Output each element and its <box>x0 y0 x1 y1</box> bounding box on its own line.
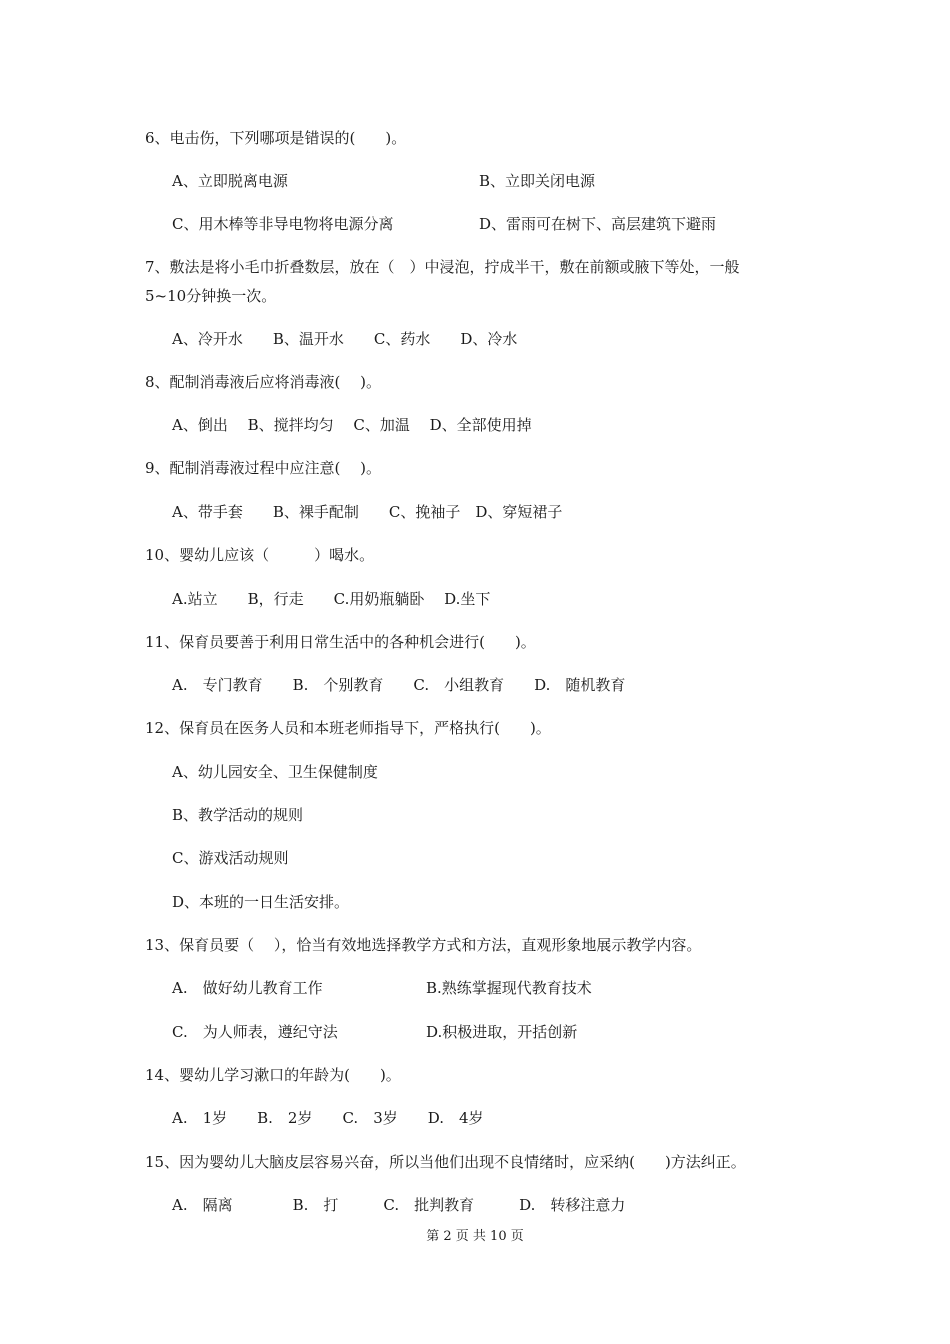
question-15-options: A. 隔离 B. 打 C. 批判教育 D. 转移注意力 <box>172 1196 626 1214</box>
question-12-stem: 12、保育员在医务人员和本班老师指导下，严格执行( )。 <box>145 719 551 737</box>
question-13-option-a: A. 做好幼儿教育工作 <box>172 979 323 997</box>
question-7-stem-line-1: 7、敷法是将小毛巾折叠数层，放在（ ）中浸泡，拧成半干，敷在前额或腋下等处，一般 <box>145 258 740 276</box>
question-15-stem: 15、因为婴幼儿大脑皮层容易兴奋，所以当他们出现不良情绪时，应采纳( )方法纠正。 <box>145 1153 746 1171</box>
question-10-stem: 10、婴幼儿应该（ ）喝水。 <box>145 546 375 564</box>
question-11-stem: 11、保育员要善于利用日常生活中的各种机会进行( )。 <box>145 633 536 651</box>
question-13-option-d: D.积极进取，开括创新 <box>426 1023 578 1041</box>
question-12-option-b: B、教学活动的规则 <box>172 806 304 824</box>
question-13-option-c: C. 为人师表，遵纪守法 <box>172 1023 338 1041</box>
question-12-option-c: C、游戏活动规则 <box>172 849 289 867</box>
question-14-stem: 14、婴幼儿学习漱口的年龄为( )。 <box>145 1066 401 1084</box>
page-footer: 第 2 页 共 10 页 <box>426 1229 524 1244</box>
question-12-option-a: A、幼儿园安全、卫生保健制度 <box>172 763 378 781</box>
question-6-option-a: A、立即脱离电源 <box>172 172 288 190</box>
question-8-options: A、倒出 B、搅拌均匀 C、加温 D、全部使用掉 <box>172 416 532 434</box>
question-9-stem: 9、配制消毒液过程中应注意( )。 <box>145 459 382 477</box>
question-13-option-b: B.熟练掌握现代教育技术 <box>426 979 592 997</box>
question-12-option-d: D、本班的一日生活安排。 <box>172 893 350 911</box>
question-13-stem: 13、保育员要（ ），恰当有效地选择教学方式和方法，直观形象地展示教学内容。 <box>145 936 702 954</box>
question-11-options: A. 专门教育 B. 个别教育 C. 小组教育 D. 随机教育 <box>172 676 626 694</box>
question-6-option-d: D、雷雨可在树下、高层建筑下避雨 <box>479 215 717 233</box>
question-7-stem-line-2: 5~10分钟换一次。 <box>145 287 277 305</box>
question-8-stem: 8、配制消毒液后应将消毒液( )。 <box>145 373 382 391</box>
question-7-options: A、冷开水 B、温开水 C、药水 D、冷水 <box>172 330 518 348</box>
question-9-options: A、带手套 B、裸手配制 C、挽袖子 D、穿短裙子 <box>172 503 563 521</box>
question-10-options: A.站立 B，行走 C.用奶瓶躺卧 D.坐下 <box>172 590 491 608</box>
question-6-stem: 6、电击伤，下列哪项是错误的( )。 <box>145 129 407 147</box>
question-14-options: A. 1岁 B. 2岁 C. 3岁 D. 4岁 <box>172 1109 484 1127</box>
question-6-option-b: B、立即关闭电源 <box>479 172 596 190</box>
question-6-option-c: C、用木棒等非导电物将电源分离 <box>172 215 394 233</box>
